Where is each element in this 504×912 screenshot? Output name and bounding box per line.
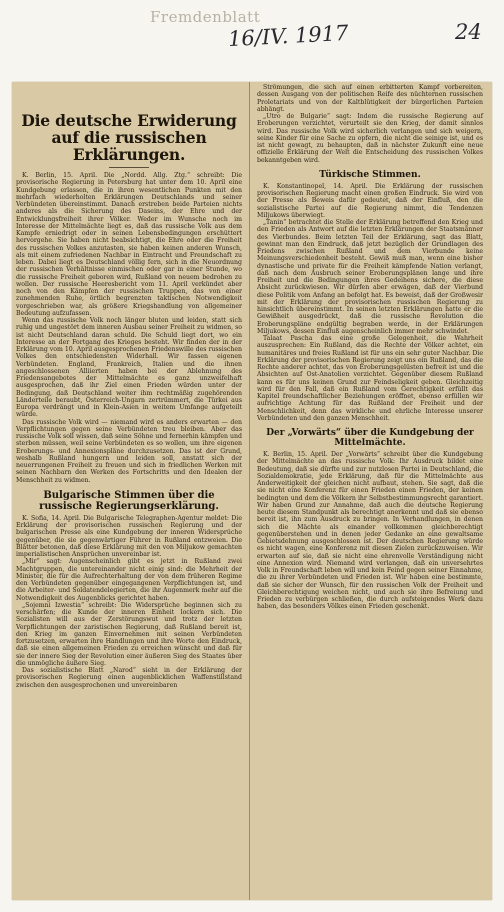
paragraph: Talaat Pascha das eine große Gelegenheit, die Wahrheit auszusprechen: Ein Rußland, das die Rechte der Völker achtet, ein humanitäres und freies Rußland ist für uns ein sehr guter Nachbar. Die Erklärung der provisorischen Regierung zeigt uns ein Rußland, das die Rechte anderer achtet, das von Eroberungsgelüsten befreit ist und die Absichten auf Ost-Anatolien verzichtet. Gegenüber diesem Rußland kann es für uns keinen Grund zur Feindseligkeit geben. Gleichzeitig wird für den Fall, daß ein Rußland vom Gerechtigkeit erfüllt das Kapitel freundschaftlicher Beziehungen eröffnet, ebenso erfüllen wir aufrichtige Achtung für das Rußland der Freiheit und der Menschlichkeit, denn das wirkliche und ehrliche Interesse unserer Verbündeten und den ganzen Menschheit. — [257, 335, 483, 422]
archive-stamp: Fremdenblatt — [150, 8, 261, 26]
paragraph: „Tanin“ betrachtet die Stelle der Erklärung betreffend den Krieg und den Frieden als Antwort auf die letzten Erklärungen der Staatsmänner des Vierbundes. Beim letzten Teil der Erklärung, sagt das Blatt, gewinnt man den Eindruck, daß jetzt bezüglich der Grundlagen des Friedens zwischen Rußland und dem Vierbunde keine Meinungsverschiedenheit besteht. Gewiß muß man, wenn eine bisher dynastische und private für die Freiheit kämpfende Nation verlangt, daß nach dem Ausbruch seiner Eroberungsplänen lange und ihre Freiheit und die Bedingungen ihres Gedeihens sichere, die diese Absicht zurückwiesen. Wir dürfen aber erwägen, daß der Vierbund diese Politik vom Anfang an befolgt hat. Es beweist, daß der Großwesir mit der Erklärung der provisorischen russischen Regierung zu hinsichtlich übereinstimmt. In seinen letzten Erklärungen hatte er die Gewißheit ausgedrückt, daß die russische Revolution die Eroberungspläne endgültig begraben werde, in der Erklärungen Miljukows, dessen Einfluß augenscheinlich immer mehr schwindet. — [257, 219, 483, 335]
paragraph: „Mir“ sagt: Augenscheinlich gibt es jetzt in Rußland zwei Machtgruppen, die untereinander nicht einig sind: die Mehrheit der Minister, die für die Aufrechterhaltung der von dem früheren Regime den Verbündeten gegenüber eingegangenen Verpflichtungen ist, und die Arbeiter- und Soldatendelegierten, die ihr Augenmerk mehr auf die Notwendigkeit des Augenblicks gerichtet haben. — [16, 558, 242, 602]
handwritten-date: 16/IV. 1917 — [227, 20, 349, 52]
paragraph: K. Sofia, 14. April. Die Bulgarische Telegraphen-Agentur meldet: Die Erklärung der provisorischen russischen Regierung und der bulgarischen Presse als eine Kundgebung der inneren Widersprüche gegenüber, die sie gegenwärtiger Führer in Rußland entzweien. Die Blätter betonen, daß diese Erklärung mit den von Miljukow gemachten imperialistischen Ansprüchen unvereinbar ist. — [16, 514, 242, 558]
section-heading-turkish: Türkische Stimmen. — [319, 169, 421, 180]
section-heading-vorwaerts: Der „Vorwärts“ über die Kundgebung der Mittelmächte. — [266, 428, 474, 448]
paragraph: K. Berlin, 15. April. Die „Nordd. Allg. Ztg.“ schreibt: Die provisorische Regierung in Petersburg hat unter dem 10. April eine Kundgebung erlassen, die in ihren wesentlichen Punkten mit den mehrfach wiederholten Erklärungen Deutschlands und seiner Verbündeten übereinstimmt. Danach erstreben beide Parteien nichts anderes als die Sicherung des Daseins, der Ehre und der Entwicklungsfreiheit ihrer Völker. Weder im Wunsche noch im Interesse der Mittelmächte liegt es, daß das russische Volk aus dem Kampfe erniedrigt oder in seinen Lebensbedingungen erschüttert hervorgehe. Sie haben nicht beabsichtigt, die Ehre oder die Freiheit des russischen Volkes anzutasten, sie haben keinen anderen Wunsch, als mit einem zufriedenen Nachbar in Eintracht und Freundschaft zu leben. Dabei liegt es Deutschland völlig fern, sich in die Neuordnung der russischen Verhältnisse einmischen oder gar in einer Stunde, wo die russische Freiheit geboren wird, Rußland von neuem bedrohen zu wollen. Der russische Heeresbericht vom 11. April verkündet aber noch von den Kämpfen der russischen Truppen, das von einer zunehmenden Ruhe, örtlich begrenzten taktischen Notwendigkeit vorgeschrieben war, als größere Kriegshandlung von allgemeiner Bedeutung aufzufassen. — [16, 172, 242, 317]
headline-rule — [109, 167, 149, 168]
paragraph: Wenn das russische Volk noch länger bluten und leiden, statt sich ruhig und ungestört dem inneren Ausbau seiner Freiheit zu widmen, so ist nicht Deutschland daran schuld. Die Schuld liegt dort, wo ein Interesse an der Fortgang des Krieges besteht. Wir finden der in der Erklärung vom 10. April ausgesprochenen Friedenswille des russischen Volkes den entschiedensten Widerhall. Wir fassen eigenen Verbündeten. England, Frankreich, Italien und die ihnen angeschlossenen Alliierten haben bei der Ablehnung des Friedensangebotes der Mittelmächte es ganz unzweifelhaft ausgesprochen, daß ihr Ziel einen Frieden würden unter der Bedingung, daß Deutschland weiter ihm rechtmäßig zugehörenden Länderteile beraubt, Österreich-Ungarn zertrümmert, die Türkei aus Europa verdrängt und in Klein-Asien in weitem Umfange aufgeteilt würde. — [16, 317, 242, 419]
paragraph: „Utro de Bulgarie“ sagt: Indem die russische Regierung auf Eroberungen verzichtet, verurteilt sie den Krieg, der damit sinnlos wird. Das russische Volk wird sicherlich verlangen und sich weigern, seine Kinder für eine Sache zu opfern, die nicht die seinige ist, und es ist nicht gewagt, zu behaupten, daß in nächster Zukunft eine neue offizielle Erklärung der Welt die Entscheidung des russischen Volkes bekanntgeben wird. — [257, 113, 483, 164]
paragraph: K. Berlin, 15. April. Der „Vorwärts“ schreibt über die Kundgebung der Mittelmächte an das russische Volk: Ihr Ausdruck bildet eine Bedeutung, daß sie dürfte und zur nutzlosen Partei in Deutschland, die Sozialdemokratie, jede Erklärung, daß für die Mittelmächte aus Anderweitigkeit der gleichen nicht aufbaut, stehen. Sie sagt, daß die sie nicht eine Konferenz für einen Frieden einen Frieden, der keinen bedingten und dem die Völkern ihr Selbstbestimmungsrecht garantiert. Wir haben Grund zur Annahme, daß auch die deutsche Regierung heute diesem Standpunkt als berechtigt anerkennt und daß sie ebenso bereit ist, ihn zum Ausdruck zu bringen. In Verhandlungen, in denen sich die Mächte als einander vollkommen gleichberechtigt gegenüberstehen und in denen jeder Gedanke an eine gewaltsame Gebietsdehnung ausgeschlossen ist. Der deutschen Regierung würde es nicht wagen, eine Konferenz mit diesen Zielen zurückzuweisen. Wir erwarten auf sie, daß sie nicht eine ehrenvolle Verständigung nicht eine Annexion wird. Niemand wird verlangen, daß ein unversehrtes Volk in Freundschaft leben will und kein Feind gegen seiner Einnahme, die zu ihrer Verbündeten und Frieden ist. Wir haben eine bestimmte, daß sie sicher der Wunsch, für den russischen Volk der Freiheit und Gleichberechtigung weichen nicht, und auch sie ihre Befreiung und Frieden zu verbürgen schließen, die durch aufsteigendes Werk dazu haben, das besonders Völkes einen Frieden geschenkt. — [257, 451, 483, 611]
paragraph: Das sozialistische Blatt „Narod“ sieht in der Erklärung der provisorischen Regierung einen augenblicklichen Waffenstillstand zwischen den ausgesprochenen und unvereinbaren — [16, 667, 242, 689]
section-heading-bulgarian: Bulgarische Stimmen über die russische Regierungserklärung. — [39, 489, 219, 512]
paragraph: Strömungen, die sich auf einen erbitterten Kampf vorbereiten, dessen Ausgang von der politischen Reife des nüchternen russischen Proletariats und von der Kaltblütigkeit der bürgerlichen Parteien abhängt. — [257, 84, 483, 113]
newspaper-clipping — [12, 82, 492, 900]
column-divider — [249, 82, 250, 900]
paragraph: „Sojemni Izwestia“ schreibt: Die Widersprüche beginnen sich zu verschärfen; die Kunde der inneren Einheit lockern sich. Die Sozialisten will aus der Zerstörungswut und trotz der letzten Verpflichtungen der zaristischen Regierung, daß Rußland bereit ist, den Krieg im ganzen Einvernehmen mit seinen Verbündeten fortzusetzen, erwarten ihre Handlungen und ihre Worte den Eindruck, daß sie einen allgemeinen Frieden zu erreichen wünscht und daß für sie der innere Sieg der Revolution einer äußeren Sieg des Staates über die unmögliche äußere Sieg. — [16, 601, 242, 667]
handwritten-page-number: 24 — [455, 20, 482, 44]
paragraph: Das russische Volk wird — niemand wird es anders erwarten — den Verpflichtungen gegen seine Verbündeten treu bleiben. Aber das russische Volk soll wissen, daß seine Söhne und fernerhin kämpfen und sterben müssen, weil seine Verbündeten es so wollen, um ihre eigenen Eroberungs- und Annexionspläne durchzusetzen. Das ist der Grund, weshalb Rußland hungern und leiden soll, anstatt sich der neuerrungenen Freiheit zu freuen und sich in friedlichen Werken mit seinen Nachbarn den Werken des Fortschritts und den Idealen der Menschheit zu widmen. — [16, 418, 242, 484]
left-column — [12, 82, 246, 900]
article-headline: Die deutsche Erwiderung auf die russischen Erklärungen. — [21, 111, 237, 164]
right-column — [253, 82, 487, 900]
paragraph: K. Konstantinopel, 14. April. Die Erklärung der russischen provisorischen Regierung macht einen großen Eindruck. Sie wird von der Presse als Beweis dafür gedeutet, daß der Einfluß, den die sozialistische Partei auf die Regierung nimmt, die Tendenzen Miljukows überwiegt. — [257, 182, 483, 219]
